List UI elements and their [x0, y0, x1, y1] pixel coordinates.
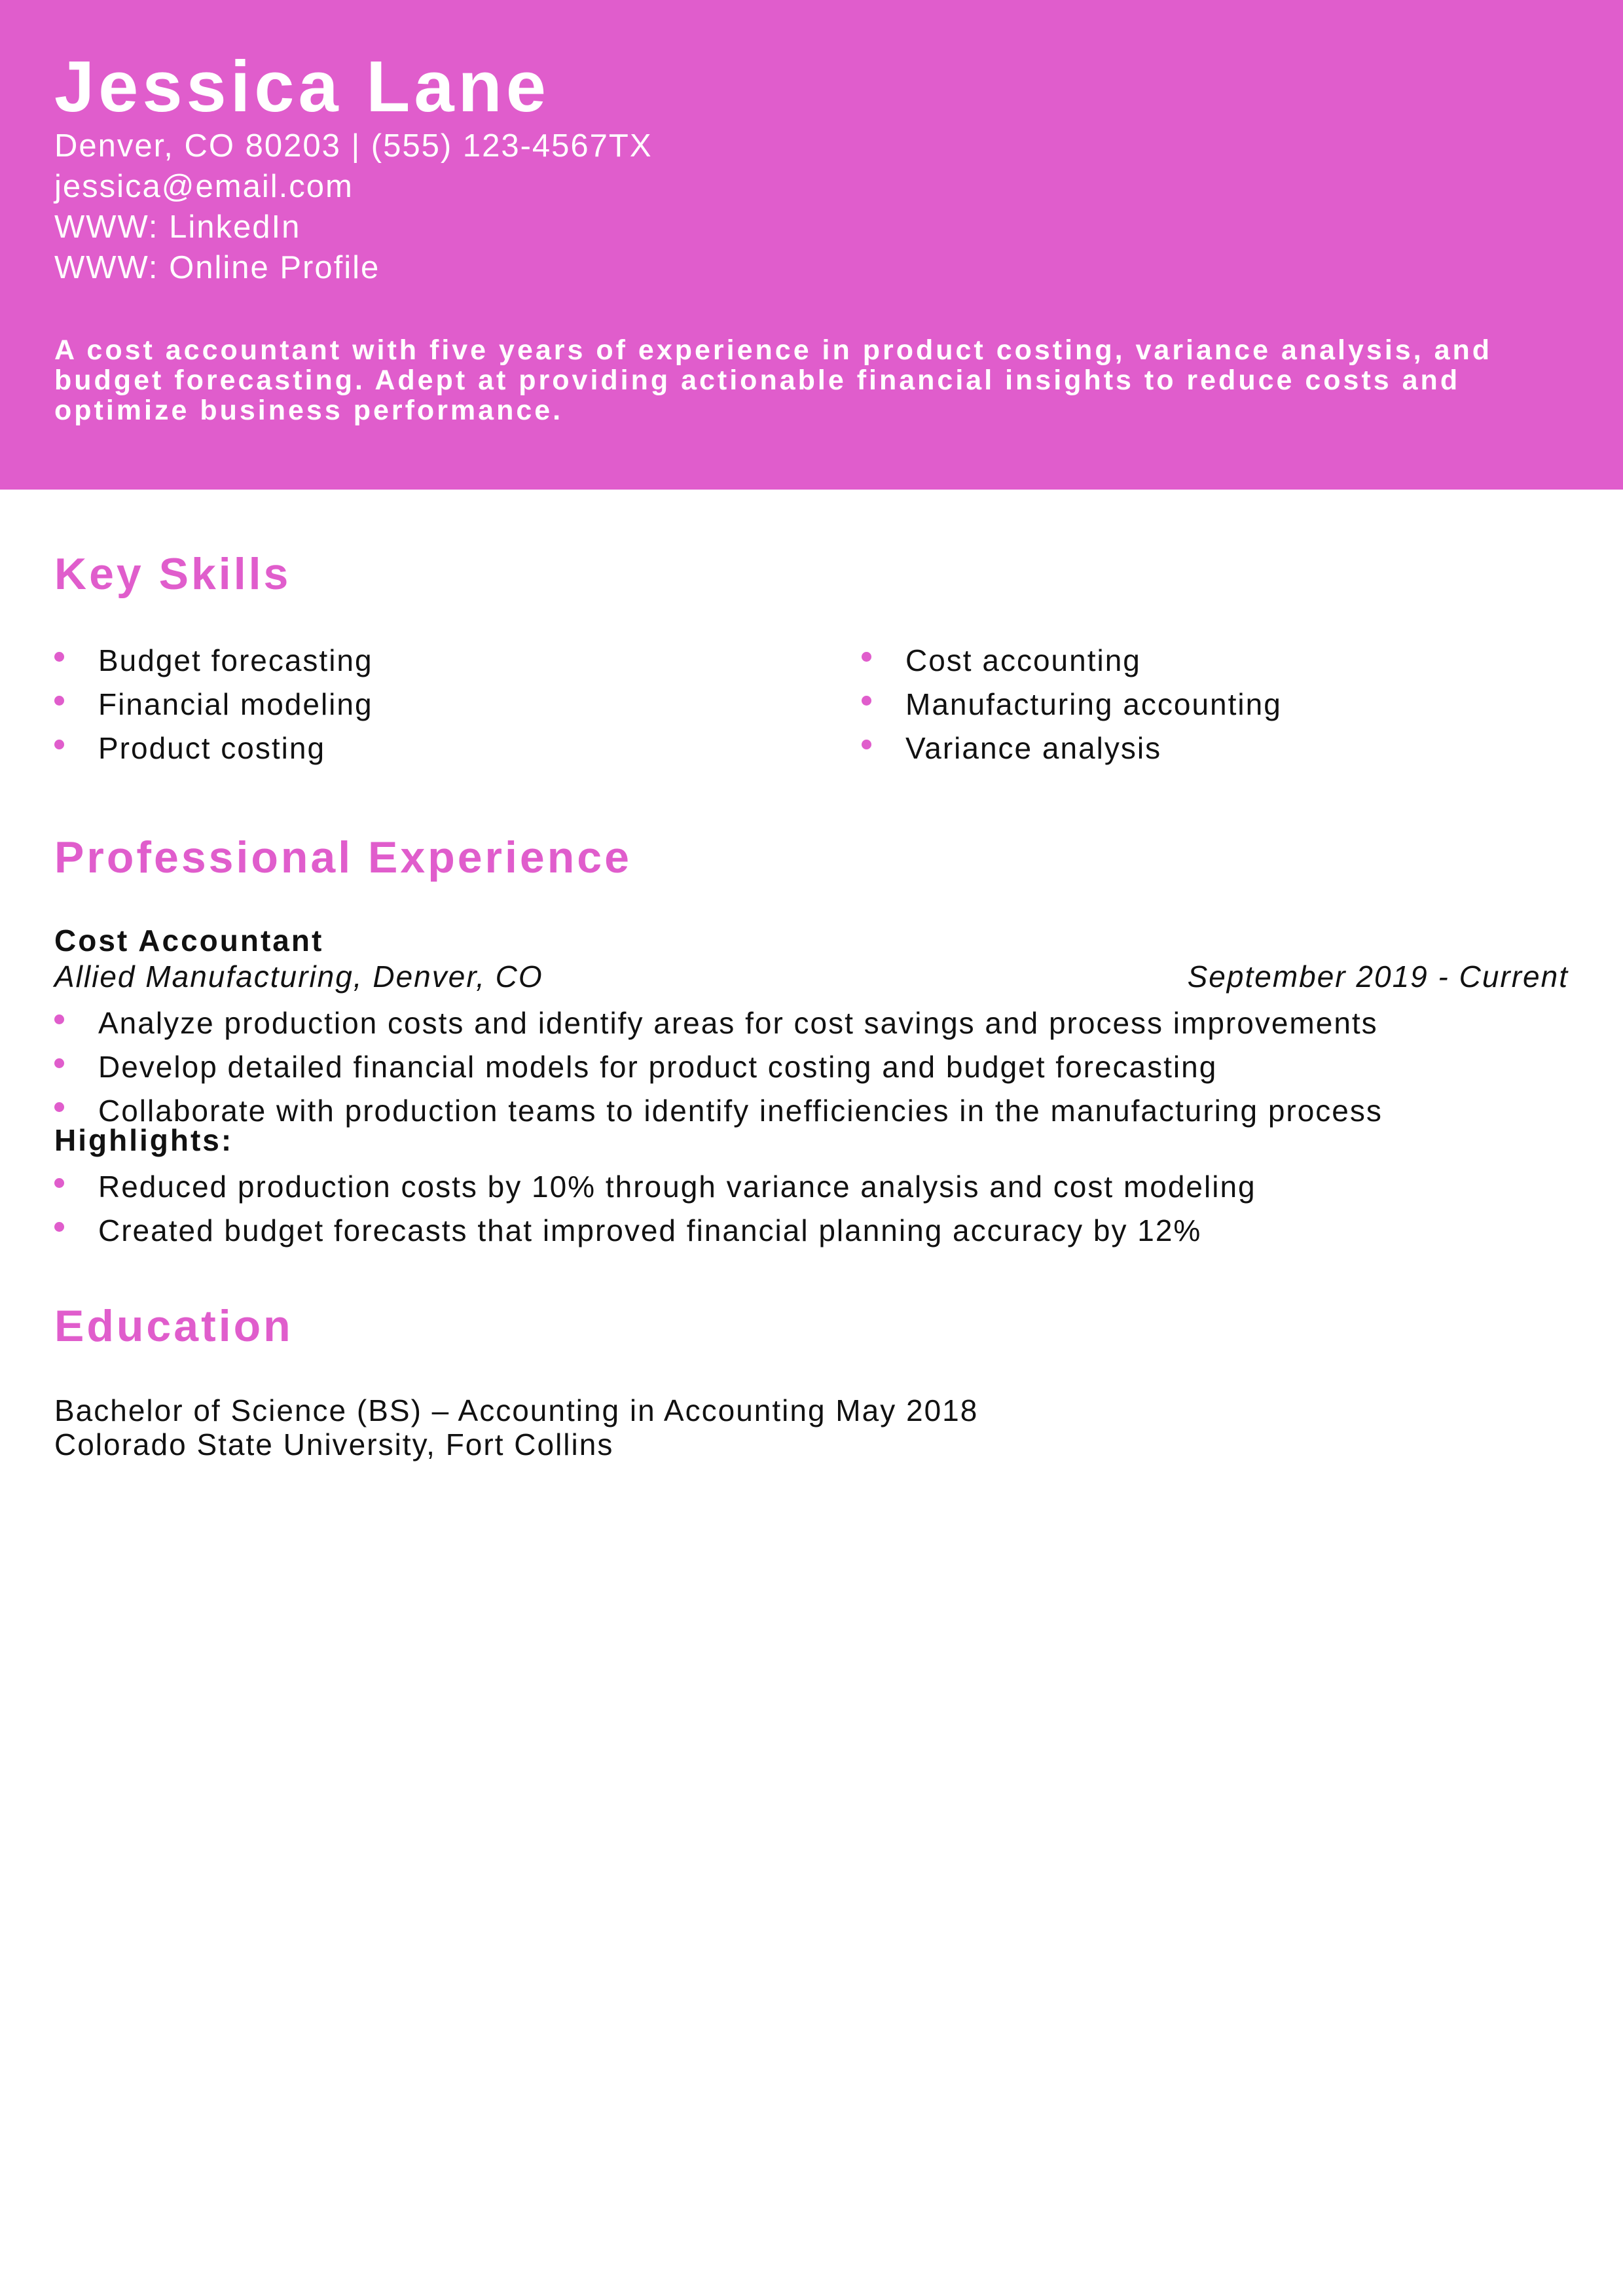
profile-summary: A cost accountant with five years of experience in product costing, variance analysis, and budget forecasting. Adept at providing actionable financial insights to reduce costs and optimize business performance. — [54, 334, 1493, 426]
section-title-education: Education — [54, 1301, 293, 1351]
online-profile-link[interactable]: WWW: Online Profile — [54, 250, 380, 285]
list-item — [54, 639, 373, 683]
employment-dates: September 2019 - Current — [1187, 960, 1569, 994]
degree: Bachelor of Science (BS) – Accounting in Accounting May 2018 — [54, 1393, 979, 1427]
skill-label: Cost accounting — [905, 643, 1141, 677]
skill-label: Product costing — [98, 731, 326, 765]
list-item — [54, 1089, 1383, 1133]
list-item — [54, 1209, 1256, 1253]
bullet-icon — [54, 1178, 64, 1188]
bullet-icon — [54, 1222, 64, 1232]
duty-text: Analyze production costs and identify areas for cost savings and process improvements — [98, 1006, 1378, 1040]
bullet-icon — [54, 740, 64, 749]
bullet-icon — [54, 1102, 64, 1112]
company-location: Allied Manufacturing, Denver, CO — [54, 960, 543, 994]
header-banner — [0, 0, 1623, 490]
list-item — [54, 1165, 1256, 1209]
skill-label: Financial modeling — [98, 687, 373, 721]
highlights-list — [54, 1165, 1256, 1253]
bullet-icon — [862, 696, 871, 706]
list-item — [862, 639, 1282, 683]
skill-label: Manufacturing accounting — [905, 687, 1282, 721]
candidate-name: Jessica Lane — [54, 46, 550, 127]
skill-label: Variance analysis — [905, 731, 1162, 765]
bullet-icon — [54, 696, 64, 706]
list-item — [54, 726, 373, 770]
duty-text: Collaborate with production teams to identify inefficiencies in the manufacturing process — [98, 1094, 1383, 1128]
section-title-experience: Professional Experience — [54, 833, 632, 882]
list-item — [54, 1045, 1383, 1089]
bullet-icon — [862, 740, 871, 749]
bullet-icon — [54, 1014, 64, 1024]
section-title-key-skills: Key Skills — [54, 549, 291, 599]
contact-info — [54, 126, 653, 288]
location-phone: Denver, CO 80203 | (555) 123-4567TX — [54, 128, 653, 164]
duty-text: Develop detailed financial models for product costing and budget forecasting — [98, 1050, 1218, 1084]
skills-list-right — [862, 639, 1282, 770]
bullet-icon — [862, 652, 871, 662]
skills-list-left — [54, 639, 373, 770]
list-item — [54, 683, 373, 726]
highlight-text: Created budget forecasts that improved financial planning accuracy by 12% — [98, 1213, 1202, 1247]
bullet-icon — [54, 652, 64, 662]
list-item — [862, 683, 1282, 726]
job-title: Cost Accountant — [54, 924, 324, 958]
list-item — [862, 726, 1282, 770]
highlight-text: Reduced production costs by 10% through variance analysis and cost modeling — [98, 1170, 1256, 1204]
bullet-icon — [54, 1058, 64, 1068]
highlights-label: Highlights: — [54, 1123, 234, 1157]
linkedin-link[interactable]: WWW: LinkedIn — [54, 209, 301, 245]
duties-list — [54, 1001, 1383, 1133]
list-item — [54, 1001, 1383, 1045]
skill-label: Budget forecasting — [98, 643, 373, 677]
email-link[interactable]: jessica@email.com — [54, 169, 354, 204]
school: Colorado State University, Fort Collins — [54, 1427, 614, 1462]
